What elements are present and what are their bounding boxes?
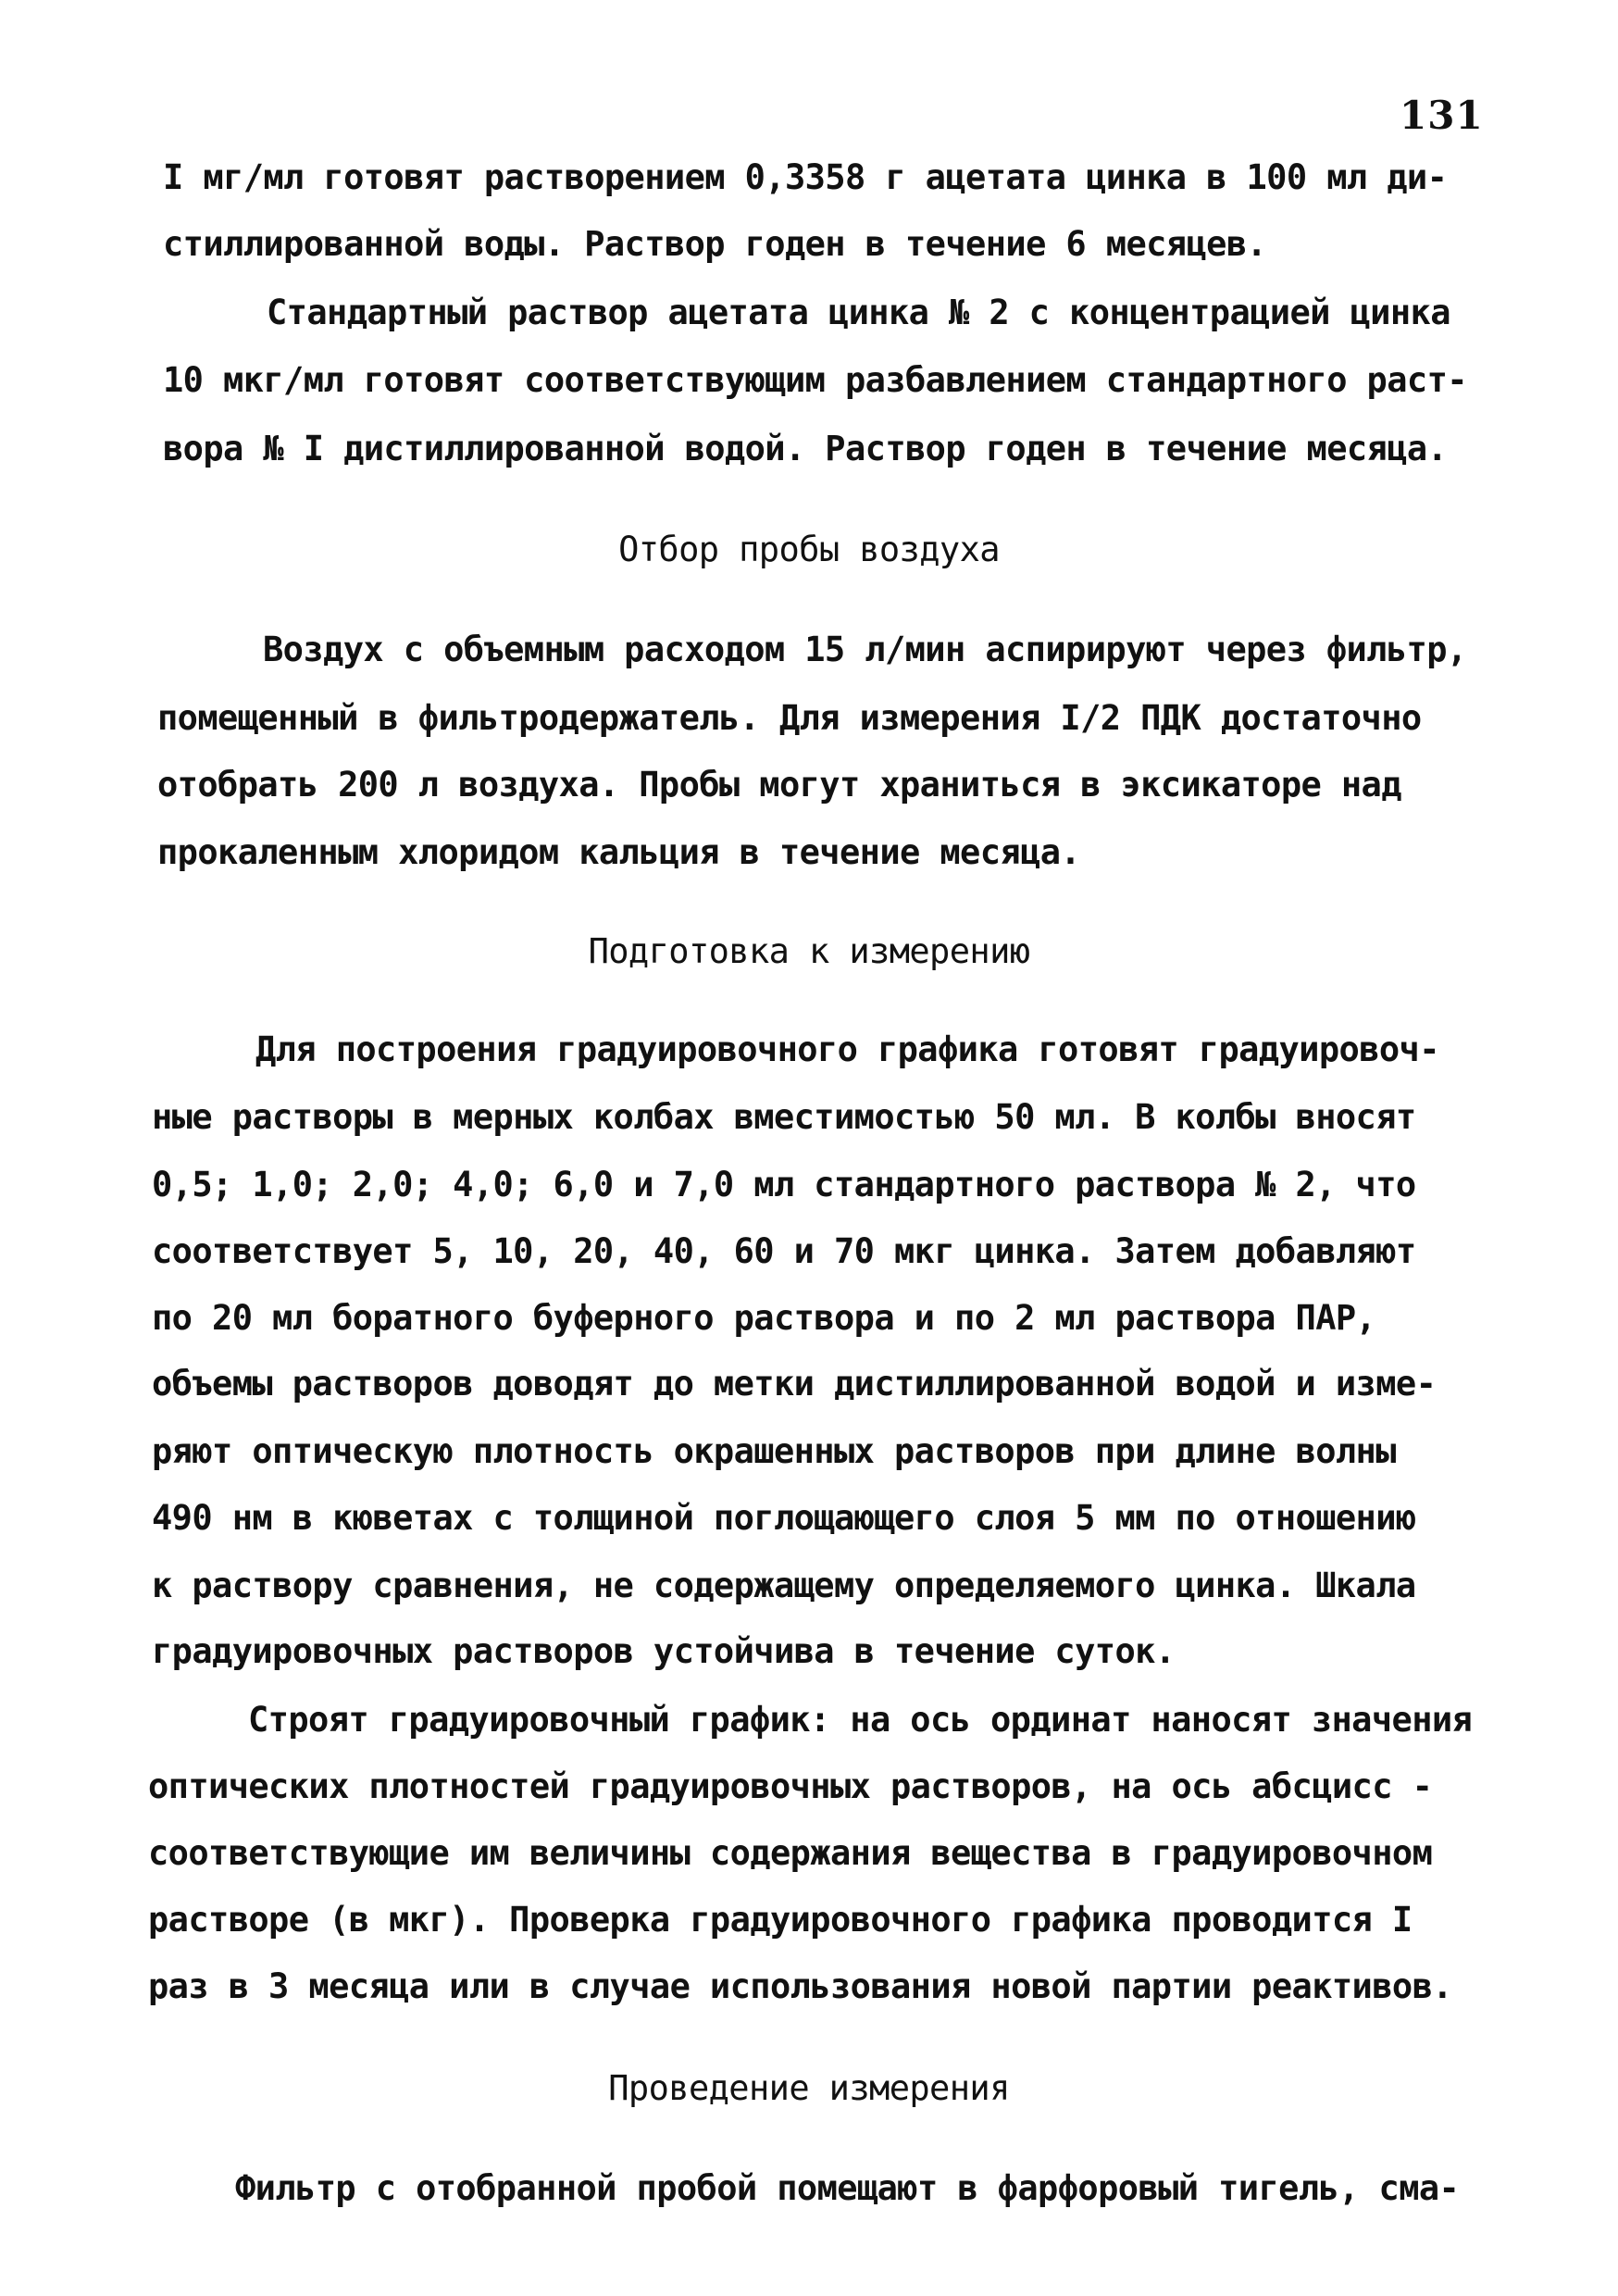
text-line: по 20 мл боратного буферного раствора и по 2 мл раствора ПАР, xyxy=(152,1298,1376,1338)
text-line: Фильтр с отобранной пробой помещают в фарфоровый тигель, сма- xyxy=(235,2168,1460,2208)
text-line: ные растворы в мерных колбах вместимостью 50 мл. В колбы вносят xyxy=(152,1097,1416,1137)
text-line: I мг/мл готовят растворением 0,3358 г ацетата цинка в 100 мл ди- xyxy=(163,157,1448,197)
text-line: Строят градуировочный график: на ось ординат наносят значения xyxy=(248,1700,1473,1740)
text-line: градуировочных растворов устойчива в течение суток. xyxy=(152,1631,1176,1671)
text-line: стиллированной воды. Раствор годен в течение 6 месяцев. xyxy=(163,224,1267,264)
text-line: соответствующие им величины содержания вещества в градуировочном xyxy=(148,1833,1433,1873)
text-line: Стандартный раствор ацетата цинка № 2 с концентрацией цинка xyxy=(267,293,1450,332)
text-line: Для построения градуировочного графика готовят градуировоч- xyxy=(255,1029,1439,1069)
text-line: оптических плотностей градуировочных растворов, на ось абсцисс - xyxy=(148,1766,1433,1806)
text-line: к раствору сравнения, не содержащему определяемого цинка. Шкала xyxy=(152,1566,1416,1605)
page-number: 131 xyxy=(1400,93,1484,138)
text-line: прокаленным хлоридом кальция в течение месяца. xyxy=(157,832,1081,872)
text-line: отобрать 200 л воздуха. Пробы могут храниться в эксикаторе над xyxy=(157,765,1401,805)
text-line: 490 нм в кюветах с толщиной поглощающего слоя 5 мм по отношению xyxy=(152,1498,1416,1538)
text-line: ряют оптическую плотность окрашенных растворов при длине волны xyxy=(152,1431,1396,1471)
text-line: растворе (в мкг). Проверка градуировочного графика проводится I xyxy=(148,1900,1413,1940)
text-line: помещенный в фильтродержатель. Для измерения I/2 ПДК достаточно xyxy=(157,698,1422,738)
text-line: 10 мкг/мл готовят соответствующим разбавлением стандартного раст- xyxy=(163,360,1467,400)
text-line: раз в 3 месяца или в случае использования новой партии реактивов. xyxy=(148,1966,1452,2006)
section-heading: Отбор пробы воздуха xyxy=(618,530,1000,569)
text-line: объемы растворов доводят до метки дистиллированной водой и изме- xyxy=(152,1364,1437,1404)
text-line: 0,5; 1,0; 2,0; 4,0; 6,0 и 7,0 мл стандартного раствора № 2, что xyxy=(152,1165,1416,1204)
text-line: вора № I дистиллированной водой. Раствор годен в течение месяца. xyxy=(163,429,1448,468)
section-heading: Подготовка к измерению xyxy=(588,931,1030,971)
text-line: Воздух с объемным расходом 15 л/мин аспирируют через фильтр, xyxy=(263,630,1467,669)
section-heading: Проведение измерения xyxy=(608,2068,1010,2108)
text-line: соответствует 5, 10, 20, 40, 60 и 70 мкг цинка. Затем добавляют xyxy=(152,1231,1416,1271)
